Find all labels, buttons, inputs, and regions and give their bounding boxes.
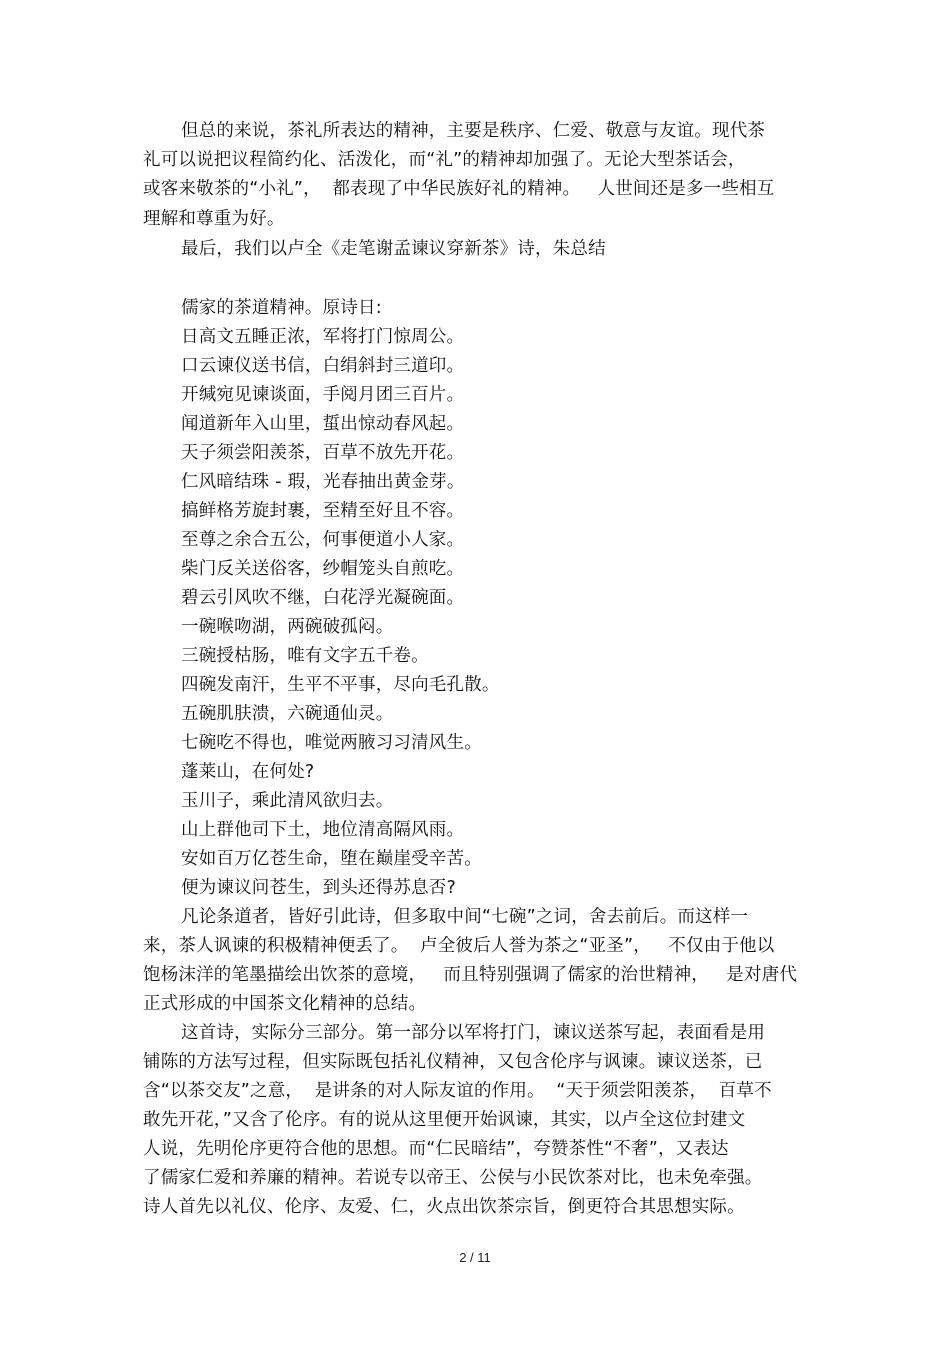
poem-line: 至尊之余合五公，何事便道小人家。 bbox=[181, 530, 465, 550]
poem-line: 日高文五睡正浓，军将打门惊周公。 bbox=[181, 327, 465, 347]
paragraph-4-line-2: 铺陈的方法写过程，但实际既包括礼仪精神，又包含伦序与讽谏。谏议送茶，已 bbox=[143, 1052, 763, 1072]
paragraph-1-line-4: 理解和尊重为好。 bbox=[143, 209, 285, 229]
poem-line: 安如百万亿苍生命，堕在巅崖受辛苦。 bbox=[181, 849, 482, 869]
poem-line: 五碗肌肤溃，六碗通仙灵。 bbox=[181, 704, 394, 724]
poem-line: 七碗吃不得也，唯觉两腋习习清风生。 bbox=[181, 733, 482, 753]
poem-line: 玉川子，乘此清风欲归去。 bbox=[181, 791, 394, 811]
paragraph-3-line-4: 正式形成的中国茶文化精神的总结。 bbox=[143, 994, 427, 1014]
paragraph-1-line-1: 但总的来说，茶礼所表达的精神，主要是秩序、仁爱、敬意与友谊。现代茶 bbox=[181, 121, 766, 141]
paragraph-2: 最后，我们以卢全《走笔谢孟谏议穿新茶》诗，朱总结 bbox=[181, 239, 606, 259]
poem-line: 便为谏议问苍生，到头还得苏息否? bbox=[181, 878, 456, 898]
poem-line: 口云谏仪送书信，白绢斜封三道印。 bbox=[181, 356, 465, 376]
page-number: 2 / 11 bbox=[459, 1250, 491, 1265]
paragraph-4-line-7: 诗人首先以礼仪、伦序、友爱、仁，火点出饮茶宗旨，倒更符合其思想实际。 bbox=[143, 1197, 745, 1217]
paragraph-4-line-5: 人说，先明伦序更符合他的思想。而“仁民暗结”，夸赞茶性“不奢”，又表达 bbox=[143, 1139, 729, 1159]
paragraph-3-line-3: 饱杨沫洋的笔墨描绘出饮茶的意境， 而且特别强调了儒家的治世精神， 是对唐代 bbox=[143, 965, 798, 985]
paragraph-1-line-2: 礼可以说把议程简约化、活泼化，而“礼”的精神却加强了。无论大型茶话会， bbox=[143, 150, 746, 170]
poem-line: 天子须尝阳羡茶，百草不放先开花。 bbox=[181, 443, 465, 463]
paragraph-4-line-1: 这首诗，实际分三部分。第一部分以军将打门，谏议送茶写起，表面看是用 bbox=[181, 1023, 766, 1043]
poem-line: 三碗授枯肠，唯有文字五千卷。 bbox=[181, 646, 429, 666]
paragraph-3-line-2: 来，茶人讽谏的积极精神便丢了。 卢全彼后人誉为茶之“亚圣”， 不仅由于他以 bbox=[143, 936, 775, 956]
paragraph-1-line-3: 或客来敬茶的“小礼”， 都表现了中华民族好礼的精神。 人世间还是多一些相互 bbox=[143, 179, 775, 199]
poem-intro: 儒家的茶道精神。原诗日: bbox=[181, 298, 382, 318]
poem-line: 四碗发南汗，生平不平事，尽向毛孔散。 bbox=[181, 675, 500, 695]
poem-line: 仁风暗结珠 - 瑕，光春抽出黄金芽。 bbox=[181, 472, 465, 492]
poem-line: 开缄宛见谏谈面，手阅月团三百片。 bbox=[181, 385, 465, 405]
poem-line: 山上群他司下土，地位清高隔风雨。 bbox=[181, 820, 465, 840]
poem-line: 柴门反关送俗客，纱帽笼头自煎吃。 bbox=[181, 559, 465, 579]
paragraph-4-line-6: 了儒家仁爱和养廉的精神。若说专以帝王、公侯与小民饮茶对比，也未免牵强。 bbox=[143, 1168, 763, 1188]
poem-line: 闻道新年入山里，蜇出惊动春风起。 bbox=[181, 414, 465, 434]
poem-line: 碧云引风吹不继，白花浮光凝碗面。 bbox=[181, 588, 465, 608]
poem-line: 蓬莱山，在何处? bbox=[181, 762, 315, 782]
poem-line: 一碗喉吻湖，两碗破孤闷。 bbox=[181, 617, 394, 637]
paragraph-3-line-1: 凡论条道者，皆好引此诗，但多取中间“七碗”之词，舍去前后。而这样一 bbox=[181, 907, 749, 927]
paragraph-4-line-4: 敢先开花，”又含了伦序。有的说从这里便开始讽谏，其实，以卢全这位封建文 bbox=[143, 1110, 746, 1130]
poem-line: 搞鲜格芳旋封裹，至精至好且不容。 bbox=[181, 501, 465, 521]
paragraph-4-line-3: 含“以茶交友”之意， 是讲条的对人际友谊的作用。 “天于须尝阳羡茶， 百草不 bbox=[143, 1081, 772, 1101]
